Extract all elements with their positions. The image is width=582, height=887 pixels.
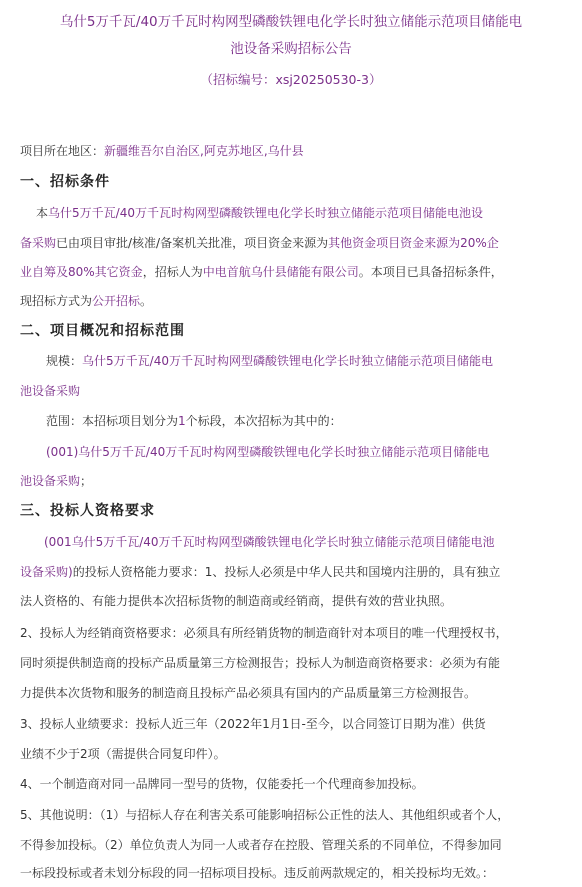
section2-lot-line2: 池设备采购； <box>20 474 93 488</box>
section3-p3-line1: 3、投标人业绩要求：投标人近三年（2022年1月1日-至今，以合同签订日期为准）供货 <box>20 717 486 731</box>
section3-p5-line3: 一标段投标或者未划分标段的同一招标项目投标。违反前两款规定的，相关投标均无效。： <box>20 866 495 880</box>
section3-p2-line1: 2、投标人为经销商资格要求：必须具有所经销货物的制造商针对本项目的唯一代理授权书， <box>20 626 508 640</box>
section3-p4-line1: 4、一个制造商对同一品牌同一型号的货物，仅能委托一个代理商参加投标。 <box>20 777 424 791</box>
section3-heading: 三、投标人资格要求 <box>20 503 155 519</box>
project-region <box>20 142 304 159</box>
section3-p1-line3: 法人资格的、有能力提供本次招标货物的制造商或经销商，提供有效的营业执照。 <box>20 594 453 608</box>
section2-scale-line1: 规模：乌什5万千瓦/40万千瓦时构网型磷酸铁锂电化学长时独立储能示范项目储能电 <box>46 354 493 368</box>
announcement-title-line1: 乌什5万千瓦/40万千瓦时构网型磷酸铁锂电化学长时独立储能示范项目储能电 <box>59 14 523 30</box>
announcement-title-line2: 池设备采购招标公告 <box>230 41 352 57</box>
section2-lot-line1: (001)乌什5万千瓦/40万千瓦时构网型磷酸铁锂电化学长时独立储能示范项目储能电 <box>46 445 490 459</box>
section2-scale-line2: 池设备采购 <box>20 384 81 398</box>
region-label: 项目所在地区： <box>20 144 105 158</box>
region-value: 新疆维吾尔自治区,阿克苏地区,乌什县 <box>104 144 304 158</box>
section3-p5-line1: 5、其他说明：（1）与招标人存在利害关系可能影响招标公正性的法人、其他组织或者个人， <box>20 808 510 822</box>
section1-heading: 一、招标条件 <box>20 174 110 190</box>
tender-code: （招标编号：xsj20250530-3） <box>200 72 382 87</box>
section3-p1-line1: (001乌什5万千瓦/40万千瓦时构网型磷酸铁锂电化学长时独立储能示范项目储能电池 <box>44 535 495 549</box>
section3-p5-line2: 不得参加投标。（2）单位负责人为同一人或者存在控股、管理关系的不同单位，不得参加同 <box>20 838 502 852</box>
section2-scope: 范围：本招标项目划分为1个标段，本次招标为其中的： <box>46 414 342 428</box>
section1-line4: 现招标方式为公开招标。 <box>20 294 153 308</box>
section1-line2: 备采购已由项目审批/核准/备案机关批准，项目资金来源为其他资金项目资金来源为20%企 <box>20 236 499 250</box>
section3-p2-line3: 力提供本次货物和服务的制造商且投标产品必须具有国内的产品质量第三方检测报告。 <box>20 686 477 700</box>
section3-p3-line2: 业绩不少于2项（需提供合同复印件）。 <box>20 747 226 761</box>
section3-p2-line2: 同时须提供制造商的投标产品质量第三方检测报告；投标人为制造商资格要求：必须为有能 <box>20 656 501 670</box>
section1-line3: 业自筹及80%其它资金，招标人为中电首航乌什县储能有限公司。本项目已具备招标条件， <box>20 265 503 279</box>
section2-heading: 二、项目概况和招标范围 <box>20 323 185 339</box>
section3-p1-line2: 设备采购)的投标人资格能力要求：1、投标人必须是中华人民共和国境内注册的，具有独立 <box>20 565 501 579</box>
section1-line1: 本乌什5万千瓦/40万千瓦时构网型磷酸铁锂电化学长时独立储能示范项目储能电池设 <box>36 206 483 220</box>
